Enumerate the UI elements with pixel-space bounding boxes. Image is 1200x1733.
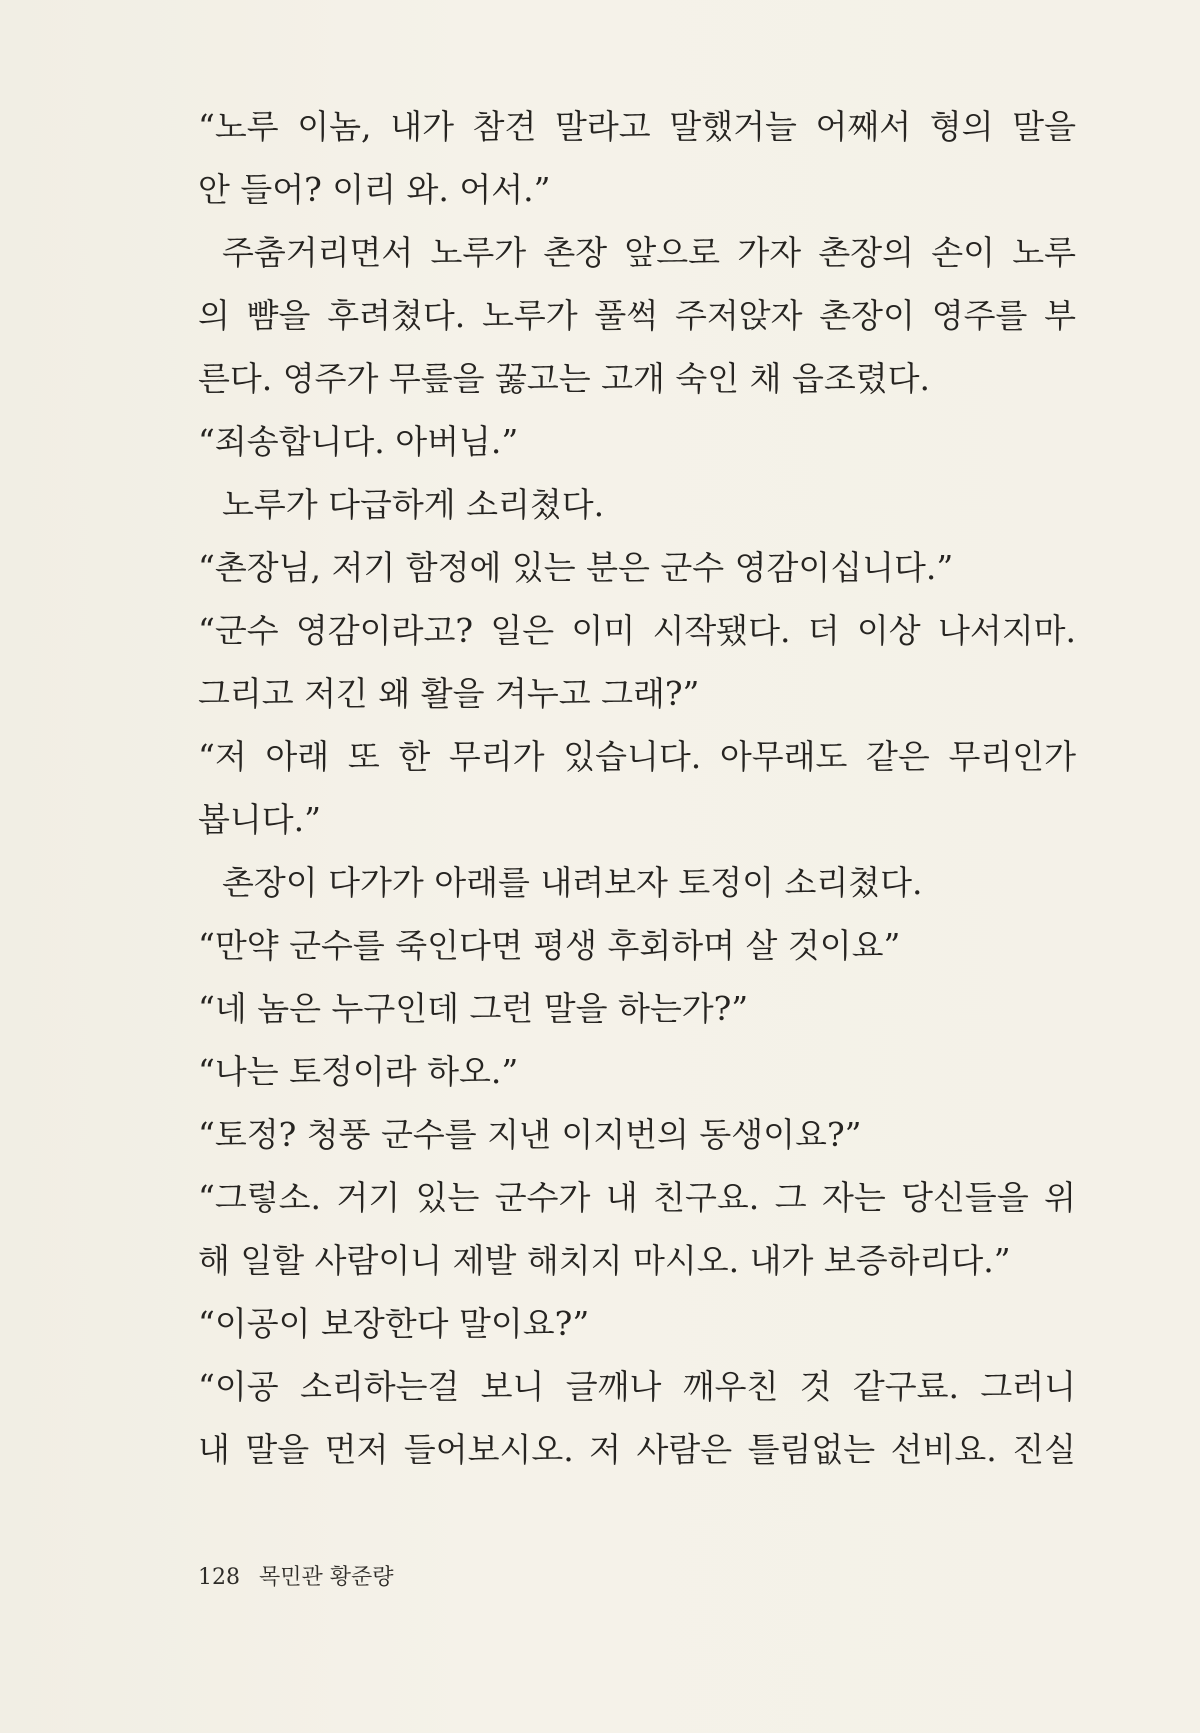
text-line: 의 뺨을 후려쳤다. 노루가 풀썩 주저앉자 촌장이 영주를 부 xyxy=(198,296,1076,335)
text-line: “군수 영감이라고? 일은 이미 시작됐다. 더 이상 나서지마. xyxy=(198,611,1076,650)
page-number: 128 xyxy=(198,1565,240,1590)
text-line: 내 말을 먼저 들어보시오. 저 사람은 틀림없는 선비요. 진실 xyxy=(198,1430,1076,1469)
text-line: 노루가 다급하게 소리쳤다. xyxy=(222,485,605,524)
text-line: 해 일할 사람이니 제발 해치지 마시오. 내가 보증하리다.” xyxy=(198,1241,1011,1280)
book-title: 목민관 황준량 xyxy=(259,1565,394,1590)
text-line: 그리고 저긴 왜 활을 겨누고 그래?” xyxy=(198,674,700,713)
text-line: 촌장이 다가가 아래를 내려보자 토정이 소리쳤다. xyxy=(222,863,923,902)
text-line: “저 아래 또 한 무리가 있습니다. 아무래도 같은 무리인가 xyxy=(198,737,1076,776)
text-line: “촌장님, 저기 함정에 있는 분은 군수 영감이십니다.” xyxy=(198,548,954,587)
page-footer xyxy=(198,1560,394,1591)
text-line: “노루 이놈, 내가 참견 말라고 말했거늘 어째서 형의 말을 xyxy=(198,107,1076,146)
text-line: 른다. 영주가 무릎을 꿇고는 고개 숙인 채 읍조렸다. xyxy=(198,359,930,398)
text-line: “만약 군수를 죽인다면 평생 후회하며 살 것이요” xyxy=(198,926,901,965)
text-line: “죄송합니다. 아버님.” xyxy=(198,422,519,461)
text-line: “그렇소. 거기 있는 군수가 내 친구요. 그 자는 당신들을 위 xyxy=(198,1178,1076,1217)
text-line: “토정? 청풍 군수를 지낸 이지번의 동생이요?” xyxy=(198,1115,862,1154)
text-line: 주춤거리면서 노루가 촌장 앞으로 가자 촌장의 손이 노루 xyxy=(222,233,1076,272)
text-line: 봅니다.” xyxy=(198,800,321,839)
text-line: “나는 토정이라 하오.” xyxy=(198,1052,519,1091)
text-line: “이공 소리하는걸 보니 글깨나 깨우친 것 같구료. 그러니 xyxy=(198,1367,1076,1406)
text-line: 안 들어? 이리 와. 어서.” xyxy=(198,170,551,209)
text-line: “이공이 보장한다 말이요?” xyxy=(198,1304,590,1343)
text-line: “네 놈은 누구인데 그런 말을 하는가?” xyxy=(198,989,749,1028)
body-text xyxy=(198,95,1076,1481)
